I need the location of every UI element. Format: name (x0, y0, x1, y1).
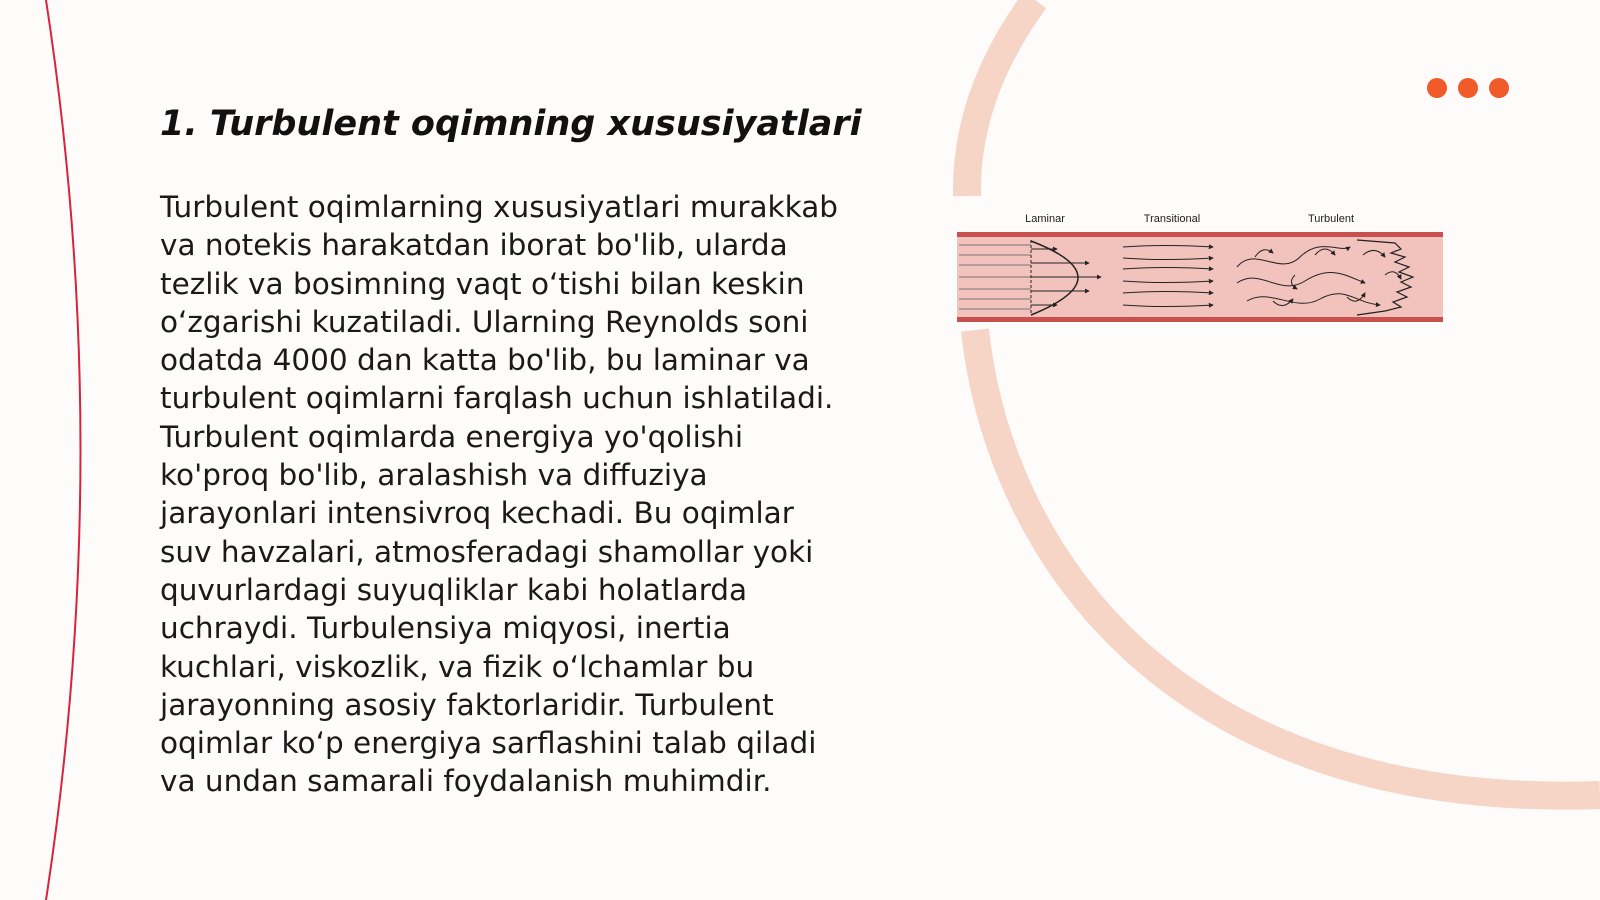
dot-1 (1427, 78, 1447, 98)
slide-title: 1. Turbulent oqimning xususiyatlari (160, 104, 862, 144)
laminar-streamlines (959, 245, 1031, 309)
slide-body-text: Turbulent oqimlarning xususiyatlari murakkab va notekis harakatdan iborat bo'lib, ularda tezlik va bosimning vaqt o‘tishi bilan keskin o‘zgarishi kuzatiladi. Ularning Reynolds soni odatda 4000 dan katta bo'lib, bu laminar va turbulent oqimlarni farqlash uchun ishlatiladi. Turbulent oqimlarda energiya yo'qolishi ko'proq bo'lib, aralashish va diffuziya jarayonlari intensivroq kechadi. Bu oqimlar suv havzalari, atmosferadagi shamollar yoki quvurlardagi suyuqliklar kabi holatlarda uchraydi. Turbulensiya miqyosi, inertia kuchlari, viskozlik, va fizik o‘lchamlar bu jarayonning asosiy faktorlaridir. Turbulent oqimlar ko‘p energiya sarflashini talab qiladi va undan samarali foydalanish muhimdir. (160, 190, 839, 799)
laminar-label: Laminar (1025, 213, 1065, 225)
transitional-label: Transitional (1143, 213, 1201, 225)
dot-3 (1489, 78, 1509, 98)
peach-arc-upper (967, 0, 1035, 196)
dots-decoration (1427, 78, 1509, 98)
pipe-wall-top (957, 232, 1443, 237)
peach-arc-lower (975, 330, 1600, 796)
turbulent-label: Turbulent (1307, 213, 1355, 225)
left-accent-line (46, 0, 81, 900)
flow-regime-diagram (955, 205, 1445, 325)
pipe-wall-bottom (957, 317, 1443, 322)
dot-2 (1458, 78, 1478, 98)
